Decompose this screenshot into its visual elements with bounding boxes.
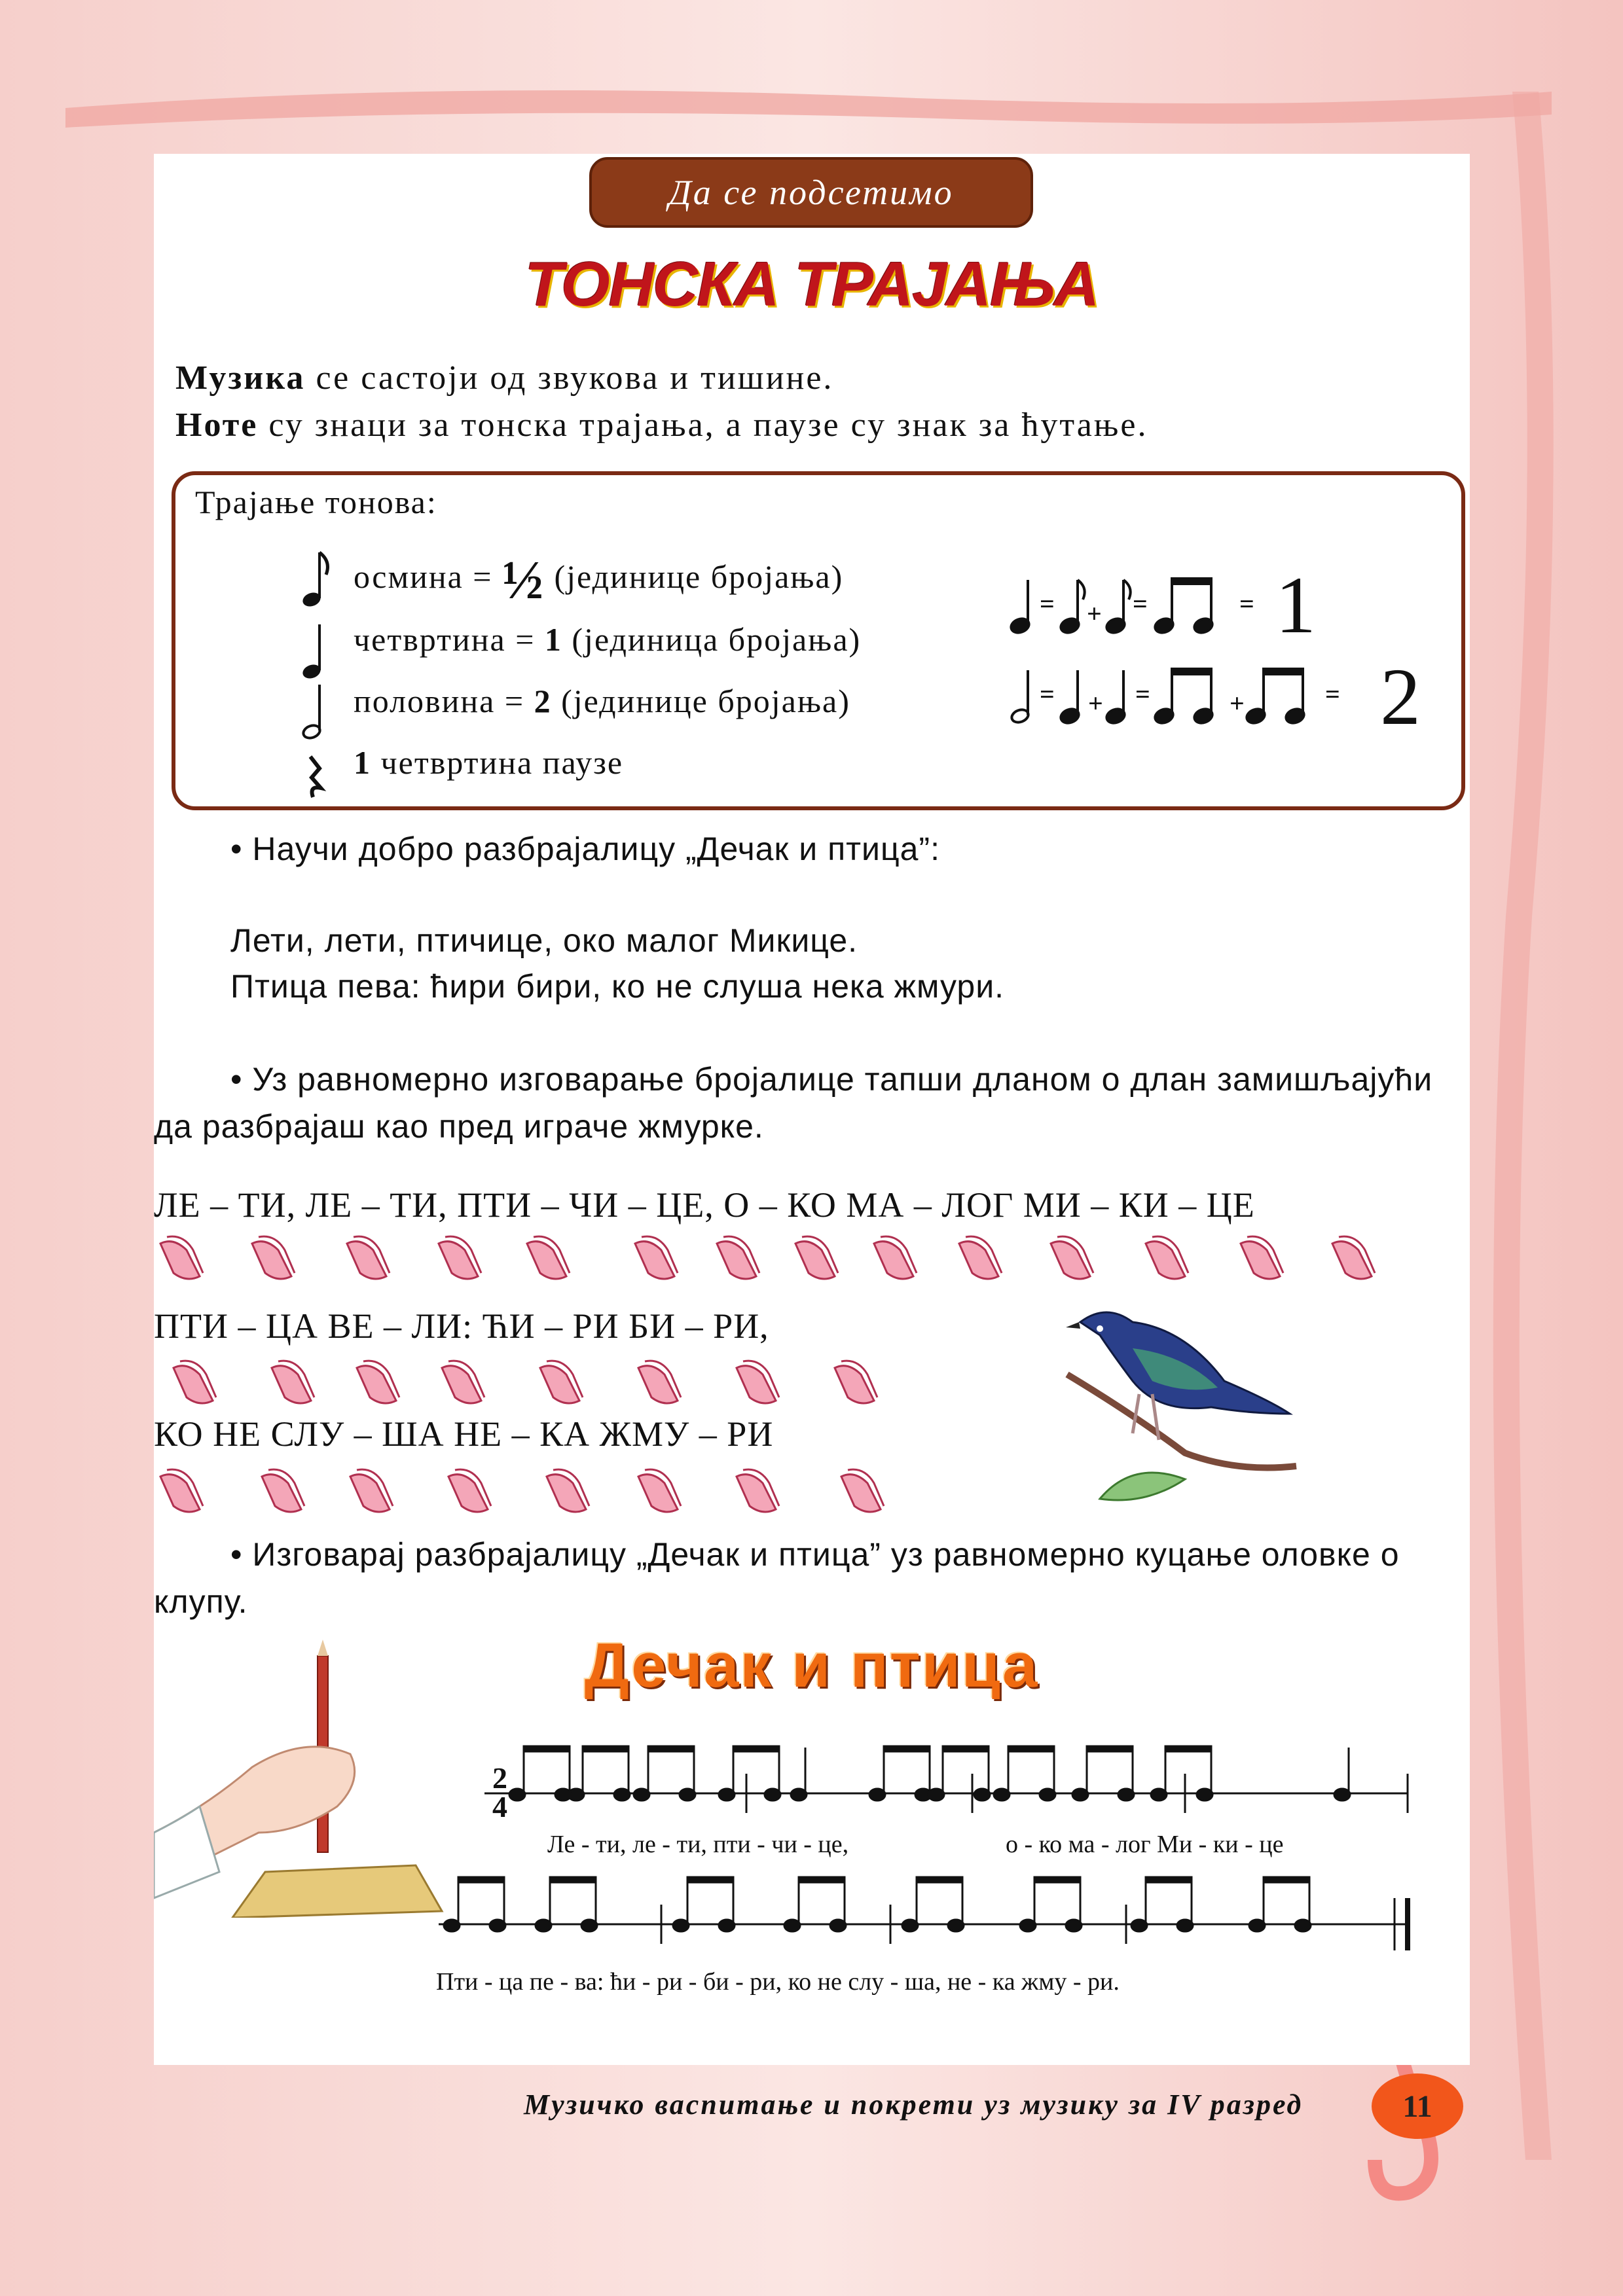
note-symbols (300, 547, 333, 809)
svg-text:=: = (1239, 589, 1254, 619)
svg-text:=: = (1040, 679, 1055, 709)
svg-text:+: + (1087, 599, 1102, 628)
intro-bold-music: Музика (175, 359, 306, 397)
eighth-row (354, 548, 843, 612)
bird-illustration (1054, 1302, 1303, 1512)
lyrics-line-2: Пти - ца пе - ва: ћи - ри - би - ри, ко не слу - ша, не - ка жму - ри. (436, 1968, 1120, 1996)
syllables-row-3: КО НЕ СЛУ – ША НЕ – КА ЖМУ – РИ (154, 1414, 774, 1454)
half-note-icon (302, 685, 322, 740)
clapping-hands-icon (160, 1236, 203, 1279)
task3-line-2: клупу. (154, 1583, 248, 1620)
intro-line-1 (175, 359, 833, 397)
quarter-note-icon (301, 624, 322, 681)
rest-value: 1 (354, 744, 371, 781)
half-value: 2 (534, 683, 552, 719)
svg-text:=: = (1040, 589, 1055, 619)
svg-text:=: = (1135, 679, 1150, 709)
song-score (432, 1734, 1427, 2022)
clap-row-2 (154, 1355, 939, 1414)
half-row (354, 682, 850, 720)
clap-row-1 (154, 1230, 1398, 1289)
equation-result-1: 1 (1275, 560, 1316, 650)
clap-row-3 (154, 1463, 939, 1522)
intro-rest-1: се састоји од звукова и тишине. (305, 359, 834, 397)
verse-line-2: Птица пева: ћири бири, ко не слуша нека жмури. (230, 968, 1005, 1005)
rest-name: четвртина паузе (380, 744, 624, 781)
half-note: (јединице бројања) (561, 683, 850, 719)
eighth-note-icon (301, 552, 327, 609)
page-number: 11 (1372, 2073, 1463, 2139)
verse-line-1: Лети, лети, птичице, око малог Микице. (230, 922, 858, 959)
eighth-eq: = (473, 558, 493, 595)
section-banner: Да се подсетимо (589, 157, 1033, 228)
lyrics-line-1b: о - ко ма - лог Ми - ки - це (1006, 1831, 1284, 1858)
task2-line-1: • Уз равномерно изговарање бројалице тапши дланом о длан замишљајући (230, 1061, 1433, 1098)
syllables-row-2: ПТИ – ЦА ВЕ – ЛИ: ЋИ – РИ БИ – РИ, (154, 1306, 769, 1346)
rest-row (354, 744, 623, 781)
eighth-name: осмина (354, 558, 464, 595)
eighth-value: ½ (502, 550, 545, 611)
syllables-row-1: ЛЕ – ТИ, ЛЕ – ТИ, ПТИ – ЧИ – ЦЕ, О – КО МА – ЛОГ МИ – КИ – ЦЕ (154, 1185, 1255, 1225)
durations-heading: Трајање тонова: (195, 484, 437, 520)
half-name: половина (354, 683, 496, 719)
quarter-eq: = (515, 621, 536, 658)
half-eq: = (504, 683, 525, 719)
intro-bold-notes: Ноте (175, 406, 259, 444)
task1-instruction: • Научи добро разбрајалицу „Дечак и птица”: (230, 831, 940, 867)
svg-text:=: = (1325, 679, 1340, 709)
page-title: ТОНСКА ТРАЈАЊА (524, 249, 1099, 319)
song-title: Дечак и птица (584, 1630, 1039, 1700)
svg-text:+: + (1230, 689, 1245, 718)
svg-text:=: = (1133, 589, 1148, 619)
task2-line-2: да разбрајаш као пред играче жмурке. (154, 1108, 764, 1145)
footer-book-title: Музичко васпитање и покрети уз музику за IV разред (524, 2089, 1304, 2121)
equation-result-2: 2 (1380, 652, 1421, 742)
svg-text:+: + (1088, 689, 1103, 718)
durations-box (172, 471, 1465, 810)
time-signature-top: 2 (492, 1761, 507, 1795)
intro-line-2 (175, 406, 1148, 444)
lyrics-line-1a: Ле - ти, ле - ти, пти - чи - це, (547, 1831, 849, 1858)
quarter-note: (јединица бројања) (572, 621, 862, 658)
note-equations (1007, 560, 1439, 776)
eighth-note: (јединице бројања) (554, 558, 844, 595)
quarter-rest-icon (310, 757, 321, 797)
intro-rest-2: су знаци за тонска трајања, а паузе су знак за ћутање. (258, 406, 1148, 444)
quarter-name: четвртина (354, 621, 506, 658)
quarter-value: 1 (544, 621, 562, 658)
task3-line-1: • Изговарај разбрајалицу „Дечак и птица” уз равномерно куцање оловке о (230, 1536, 1400, 1573)
time-signature-bottom: 4 (492, 1790, 507, 1823)
quarter-row (354, 620, 861, 658)
